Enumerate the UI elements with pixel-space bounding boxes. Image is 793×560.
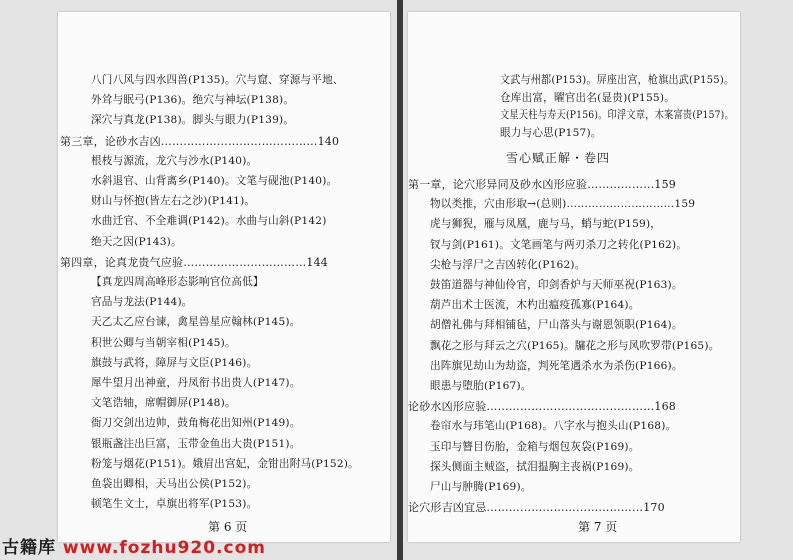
toc-entry-line: 眼力与心思(P157)。 bbox=[500, 126, 602, 139]
toc-entry-line: 八门八风与四水四兽(P135)。穴与窟、穿源与平地、 bbox=[91, 74, 344, 86]
toc-entry-line: 尖枪与浮尸之吉凶转化(P162)。 bbox=[430, 258, 586, 271]
toc-entry-line: 葫芦出术士医流，木杓出瘟疫孤寡(P164)。 bbox=[430, 299, 640, 312]
toc-entry-line: 钗与剑(P161)。文笔画笔与两刃杀刀之转化(P162)。 bbox=[430, 238, 688, 251]
book-gutter bbox=[397, 0, 403, 560]
site-watermark bbox=[2, 533, 266, 558]
left-page-text bbox=[58, 12, 390, 542]
toc-heading-line: 第四章，论真龙贵气应验……………………………144 bbox=[60, 255, 328, 269]
toc-entry-line: 财山与怀抱(皆左右之沙)(P141)。 bbox=[91, 195, 256, 208]
right-page bbox=[408, 12, 740, 542]
toc-entry-line: 【真龙四周高峰形态影响官位高低】 bbox=[91, 276, 264, 288]
toc-entry-line: 积世公卿与当朝宰相(P145)。 bbox=[91, 336, 236, 349]
toc-entry-line: 衙刀交剑出边帅，鼓角梅花出知州(P149)。 bbox=[91, 417, 301, 430]
toc-entry-line: 官品与龙法(P144)。 bbox=[91, 296, 193, 309]
toc-entry-line: 出阵旗见劫山为劫盗，判死笔遇杀水为杀伤(P166)。 bbox=[430, 359, 683, 372]
left-page bbox=[58, 12, 390, 542]
right-page-number: 第 7 页 bbox=[578, 520, 618, 534]
toc-entry-line: 物以类推，穴由形取→(总则)…………………………159 bbox=[430, 198, 696, 211]
toc-entry-line: 玉印与簪目伤胎，金箱与烟包灰袋(P169)。 bbox=[430, 440, 640, 453]
toc-entry-line: 天乙太乙应台谏，禽星兽星应翰林(P145)。 bbox=[91, 316, 301, 329]
toc-heading-line: 第三章，论砂水吉凶……………………………………140 bbox=[60, 134, 340, 148]
toc-entry-line: 粉笼与烟花(P151)。娥眉出宫妃，金钳出附马(P152)。 bbox=[91, 457, 359, 470]
left-page-number: 第 6 页 bbox=[208, 520, 248, 534]
toc-entry-line: 眼患与堕胎(P167)。 bbox=[430, 380, 532, 392]
volume-title: 雪心赋正解・卷四 bbox=[506, 151, 611, 165]
toc-entry-line: 根枝与源流，龙穴与沙水(P140)。 bbox=[91, 154, 258, 167]
toc-entry-line: 卷帘水与玮笔山(P168)。八字水与抱头山(P168)。 bbox=[430, 420, 677, 433]
toc-entry-line: 仓库出富，曜官出名(显贵)(P155)。 bbox=[500, 91, 676, 104]
toc-entry-line: 鼓笛道器与神仙伶官，印剑香炉与天师巫祝(P163)。 bbox=[430, 279, 683, 291]
toc-heading-line: 第一章，论穴形异同及砂水凶形应验………………159 bbox=[408, 178, 676, 191]
toc-entry-line: 虎与狮猊，雁与凤凰，鹿与马，蛸与蛇(P159)， bbox=[430, 218, 662, 231]
toc-entry-line: 犀牛望月出神童，丹凤衔书出贵人(P147)。 bbox=[91, 377, 301, 389]
toc-entry-line: 文武与州都(P153)。屏座出宫，枪旗出武(P155)。 bbox=[500, 74, 735, 86]
right-page-text-bottom bbox=[408, 12, 740, 542]
toc-entry-line: 水斜退官、山背离乡(P140)。文笔与砚池(P140)。 bbox=[91, 175, 338, 187]
toc-entry-line: 文笔诰轴，席帽御屏(P148)。 bbox=[91, 397, 236, 410]
toc-entry-line: 探头侧面主贼盗，拭泪揾胸主丧祸(P169)。 bbox=[430, 460, 640, 473]
toc-entry-line: 水曲迁官、不全难调(P142)。水曲与山斜(P142) bbox=[91, 215, 327, 228]
toc-entry-line: 旗鼓与武将，障屏与文臣(P146)。 bbox=[91, 356, 258, 369]
toc-entry-line: 尸山与肿腾(P169)。 bbox=[430, 481, 532, 493]
toc-heading-line: 论砂水凶形应验………………………………………168 bbox=[408, 400, 676, 414]
toc-entry-line: 外耸与眠弓(P136)。绝穴与神坛(P138)。 bbox=[91, 94, 295, 107]
toc-entry-line: 顿笔生文士，卓旗出将军(P153)。 bbox=[91, 498, 258, 511]
toc-entry-line: 飘花之形与拜云之穴(P165)。牖花之形与风吹罗带(P165)。 bbox=[430, 339, 720, 352]
watermark-url: www.fozhu920.com bbox=[62, 538, 266, 558]
toc-entry-line: 鱼袋出卿相，天马出公侯(P152)。 bbox=[91, 478, 258, 490]
toc-entry-line: 绝天之因(P143)。 bbox=[91, 235, 182, 248]
toc-entry-line: 胡僧礼佛与拜相铺毡，尸山落头与谢恩领职(P164)。 bbox=[430, 319, 683, 332]
watermark-site-name: 古籍库 bbox=[2, 538, 56, 558]
toc-entry-line: 银瓶盏注出巨富，玉带金鱼出大贵(P151)。 bbox=[91, 437, 301, 450]
toc-entry-line: 深穴与真龙(P138)。脚头与眼力(P139)。 bbox=[91, 114, 295, 127]
toc-entry-line: 文星天柱与寿天(P156)。印浮文章，木案富贵(P157)。 bbox=[500, 109, 734, 121]
toc-heading-line: 论穴形吉凶宜忌……………………………………170 bbox=[408, 501, 665, 515]
